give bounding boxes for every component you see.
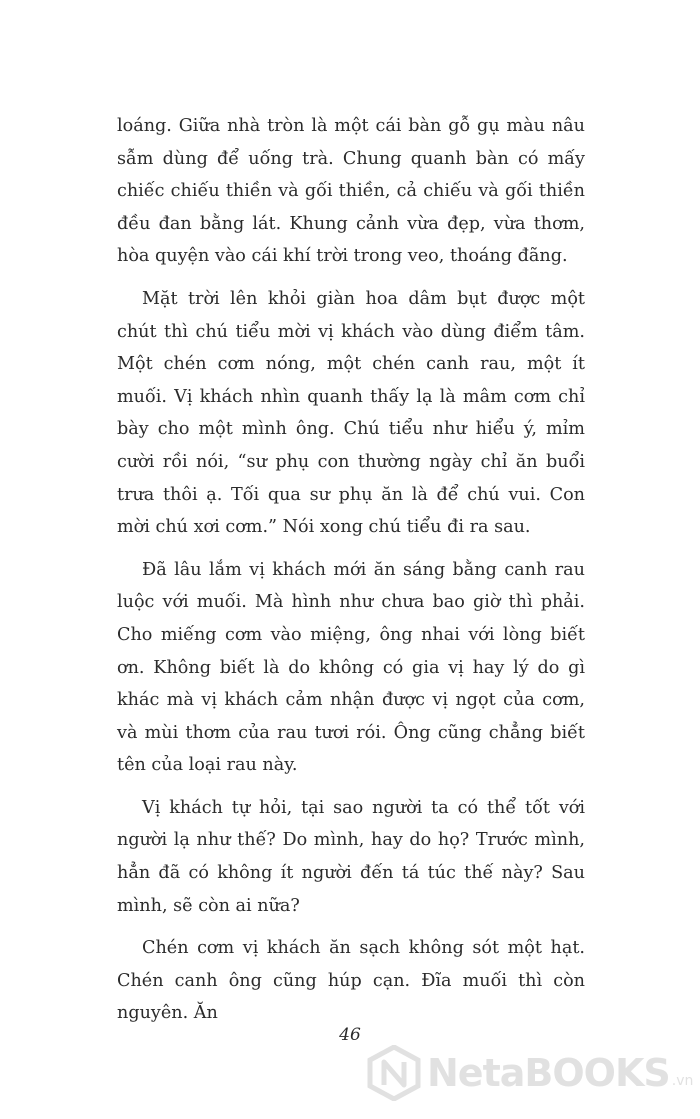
paragraph-4: Vị khách tự hỏi, tại sao người ta có thể tốt với người lạ như thế? Do mình, hay do họ? Trước mình, hẳn đã có không ít người đến tá túc thế này? Sau mình, sẽ còn ai nữa? xyxy=(117,797,585,916)
netabooks-logo-icon xyxy=(367,1045,421,1101)
watermark xyxy=(367,1045,693,1101)
page-number: 46 xyxy=(339,1025,361,1045)
watermark-suffix: .vn xyxy=(671,1073,694,1089)
paragraph-1: loáng. Giữa nhà tròn là một cái bàn gỗ gụ màu nâu sẫm dùng để uống trà. Chung quanh bàn có mấy chiếc chiếu thiền và gối thiền, cả chiếu và gối thiền đều đan bằng lát. Khung cảnh vừa đẹp, vừa thơm, hòa quyện vào cái khí trời trong veo, thoáng đãng. xyxy=(117,116,585,267)
paragraph-3: Đã lâu lắm vị khách mới ăn sáng bằng canh rau luộc với muối. Mà hình như chưa bao giờ thì phải. Cho miếng cơm vào miệng, ông nhai với lòng biết ơn. Không biết là do không có gia vị hay lý do gì khác mà vị khách cảm nhận được vị ngọt của cơm, và mùi thơm của rau tươi rói. Ông cũng chẳng biết tên của loại rau này. xyxy=(117,559,585,776)
watermark-text: NetaBOOKS xyxy=(427,1051,670,1095)
paragraph-2: Mặt trời lên khỏi giàn hoa dâm bụt được một chút thì chú tiểu mời vị khách vào dùng điểm tâm. Một chén cơm nóng, một chén canh rau, một ít muối. Vị khách nhìn quanh thấy lạ là mâm cơm chỉ bày cho một mình ông. Chú tiểu như hiểu ý, mỉm cười rồi nói, “sư phụ con thường ngày chỉ ăn buổi trưa thôi ạ. Tối qua sư phụ ăn là để chú vui. Con mời chú xơi cơm.” Nói xong chú tiểu đi ra sau. xyxy=(117,288,585,538)
body-text xyxy=(117,110,585,1040)
paragraph-5: Chén cơm vị khách ăn sạch không sót một hạt. Chén canh ông cũng húp cạn. Đĩa muối thì còn nguyên. Ăn xyxy=(117,938,585,1024)
